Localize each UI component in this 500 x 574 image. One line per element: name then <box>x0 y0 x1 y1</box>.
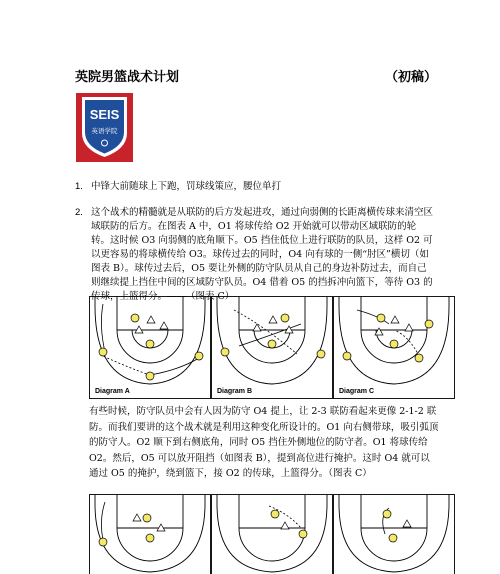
play-diagrams-row-2 <box>89 494 455 574</box>
diagram-label-c: Diagram C <box>339 388 374 395</box>
item-number: 2. <box>75 206 83 220</box>
paragraph-2: 有些时候，防守队员中会有人因为防守 O4 提上，让 2-3 联防看起来更像 2-1-2 联防。而我们要讲的这个战术就是利用这种变化所设计的。O1 向右侧带球，吸引弧顶的防守人。O2 顺下到右侧底角，同时 O5 挡住外侧地位的防守者。O1 将球传给 O2。然后，O5 可以放开阻挡（如图表 B），提到高位进行掩护。这时 O4 就可以通过 O5 的掩护，绕到篮下，接 O2 的传球，上篮得分。（图表 C） <box>89 404 439 482</box>
logo-subtext: 英语学院 <box>92 126 119 135</box>
item-number: 1. <box>75 180 83 194</box>
diagram-label-b: Diagram B <box>217 388 252 395</box>
document-title: 英院男篮战术计划 <box>75 66 179 85</box>
diagram-label-a: Diagram A <box>95 388 130 395</box>
item-text: 中锋大前随球上下跑，罚球线策应，腰位单打 <box>91 180 435 194</box>
seis-logo <box>76 93 133 162</box>
draft-label: （初稿） <box>385 66 437 85</box>
item-text: 这个战术的精髓就是从联防的后方发起进攻，通过向弱侧的长距离横传球来清空区域联防的后方。在图表 A 中，O1 将球传给 O2 开始就可以带动区域联防的轮转。这时候 O3 向弱侧的底角顺下。O5 挡住低位上进行联防的队员，这样 O2 可以更容易的将球横传给 O3。球传过去的同时，O4 向有球的一侧“肘区”横切（如图表 B）。球传过去后，O5 要让外侧的防守队员从自己的身边补防过去，而自己则继续提上挡住中间的区域防守队员。O4 借着 O5 的挡拆冲向篮下，等待 O3 的传球，上篮得分。——（图表 C） <box>91 206 435 304</box>
play-diagrams-row-1 <box>89 296 455 399</box>
logo-text: SEIS <box>90 107 120 122</box>
